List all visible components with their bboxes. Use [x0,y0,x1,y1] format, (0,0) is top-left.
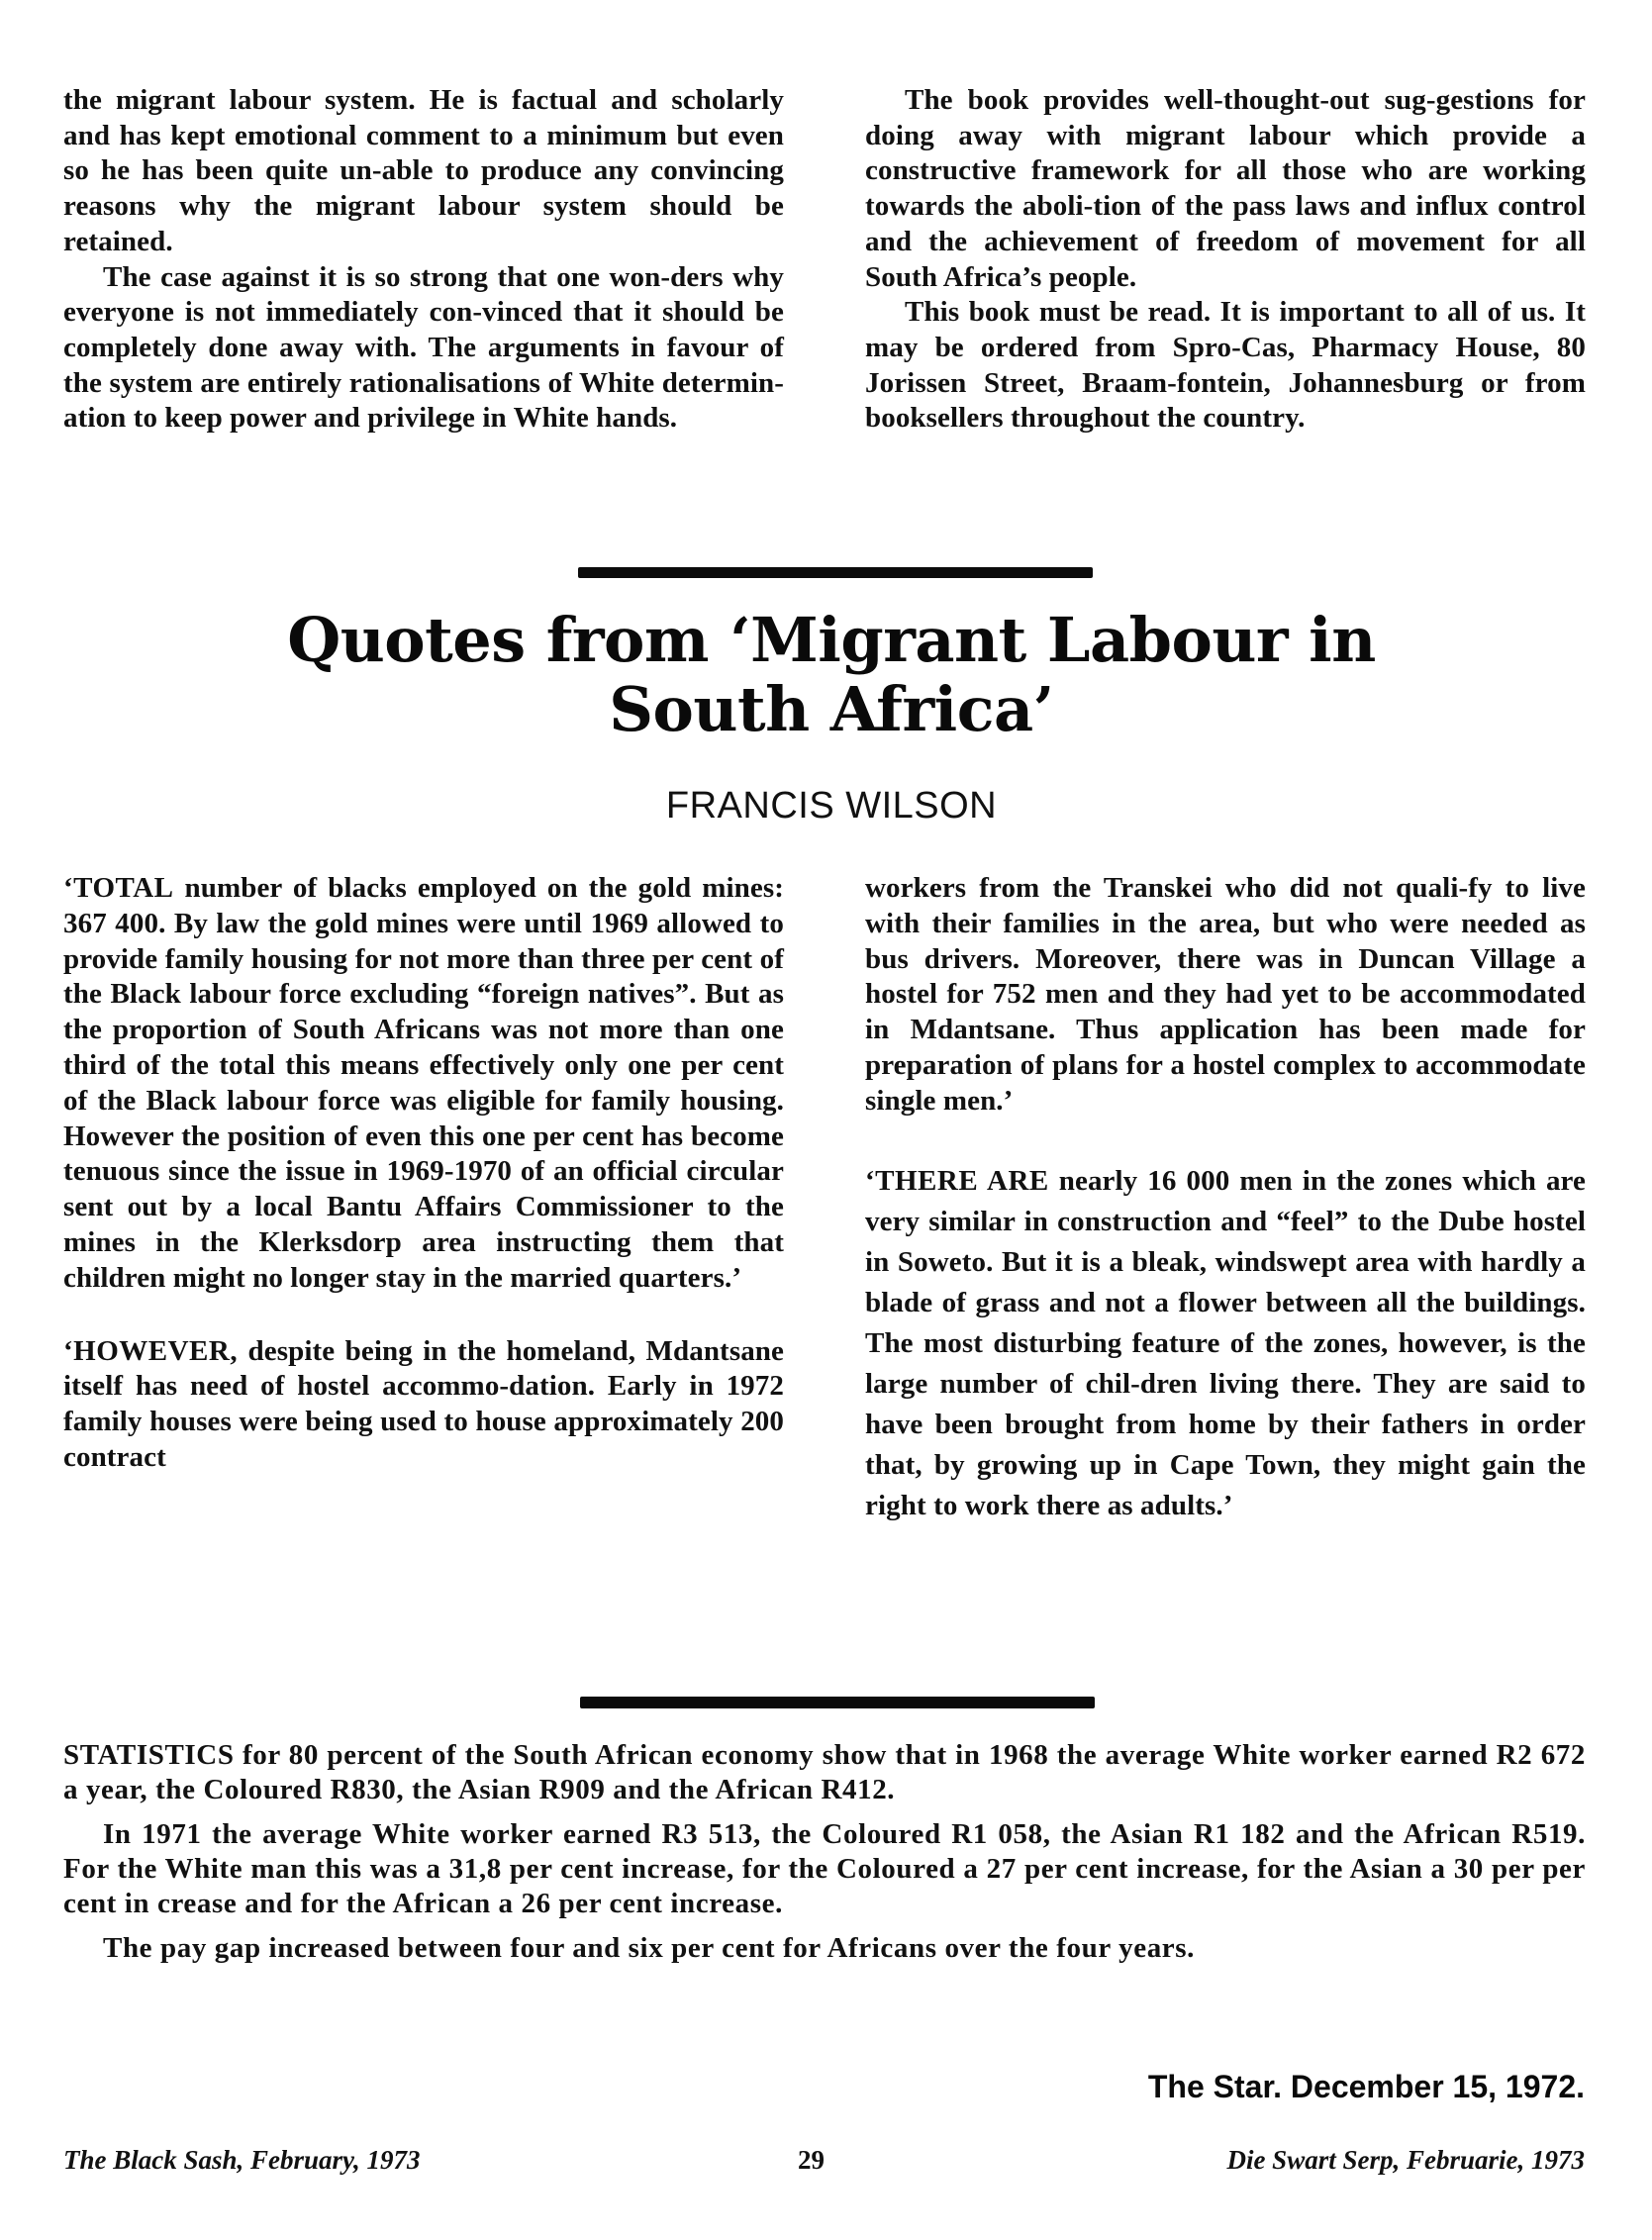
page-number: 29 [798,2145,825,2175]
quote-lead: ‘THERE ARE [865,1164,1049,1197]
quote-total-blacks-employed [63,871,784,1297]
paragraph-spacer [63,1921,1586,1931]
footer-publication-english: The Black Sash, February, 1973 [63,2145,421,2175]
review-paragraph: This book must be read. It is important to all of us. It may be ordered from Spro-Cas, Pharmacy House, 80 Jorissen Street, Braam-fontein, Johannesburg or from booksellers throughout the country. [865,296,1586,435]
article-title-line-1: Quotes from ‘Migrant Labour in [287,604,1376,676]
paragraph-spacer [63,1807,1586,1817]
quote-body: number of blacks employed on the gold mines: 367 400. By law the gold mines were until 1969 allowed to provide family housing for not more than three per cent of the Black labour force excluding “foreign natives”. But as the proportion of South Africans was not more than one third of the total this means effectively only one per cent of the Black labour force was eligible for family housing. However the position of even this one per cent has become tenuous since the issue in 1969-1970 of an official circular sent out by a local Bantu Affairs Commissioner to the mines in the Klerksdorp area instructing them that children might no longer stay in the married quarters.’ [63,872,784,1294]
footer-publication-afrikaans: Die Swart Serp, Februarie, 1973 [1226,2145,1585,2175]
article-title-line-2: South Africa’ [609,673,1054,745]
statistics-paragraph-1971: In 1971 the average White worker earned R3 513, the Coloured R1 058, the Asian R1 182 and the African R519. For the White man this was a 31,8 per cent increase, for the Coloured a 27 per cent increase, for the Asian a 30 per per cent in crease and for the African a 26 per cent increase. [63,1818,1586,1919]
review-continuation-right-column [865,83,1586,437]
quote-lead: ‘TOTAL [63,872,174,904]
quote-zones-cape-town [865,1161,1586,1526]
statistics-section [63,1738,1586,1966]
statistics-paragraph-1968: STATISTICS for 80 percent of the South African economy show that in 1968 the average White worker earned R2 672 a year, the Coloured R830, the Asian R909 and the African R412. [63,1739,1586,1805]
statistics-paragraph-pay-gap: The pay gap increased between four and six per cent for Africans over the four years. [103,1932,1195,1964]
quote-lead: ‘HOWEVER, [63,1334,239,1367]
review-paragraph: The book provides well-thought-out sug-gestions for doing away with migrant labour which provide a constructive framework for all those who are working towards the aboli-tion of the pass laws and influx control and the achievement of freedom of movement for all South Africa’s people. [865,84,1586,293]
quote-body: nearly 16 000 men in the zones which are very similar in construction and “feel” to the Dube hostel in Soweto. But it is a bleak, windswept area with hardly a blade of grass and not a flower between all the buildings. The most disturbing feature of the zones, however, is the large number of chil-dren living there. They are said to have been brought from home by their fathers in order that, by growing up in Cape Town, they might gain the right to work there as adults.’ [865,1164,1586,1521]
quotes-right-column [865,871,1586,1526]
section-divider-rule [578,567,1093,578]
review-paragraph: The case against it is so strong that one won-ders why everyone is not immediately con-vinced that it should be completely done away with. The arguments in favour of the system are entirely rationalisations of White determin-ation to keep power and privilege in White hands. [63,260,784,435]
article-title [139,606,1524,744]
statistics-source-citation: The Star. December 15, 1972. [1147,2069,1585,2104]
paragraph-spacer [63,1297,784,1334]
review-paragraph: the migrant labour system. He is factual and scholarly and has kept emotional comment to a minimum but even so he has been quite un-able to produce any convincing reasons why the migrant labour system should be retained. [63,84,784,257]
quote-mdantsane-hostel [63,1334,784,1476]
quote-body: despite being in the homeland, Mdantsane itself has need of hostel accommo-dation. Early in 1972 family houses were being used to house approximately 200 contract [63,1334,784,1473]
review-continuation-left-column [63,83,784,437]
article-author: FRANCIS WILSON [665,785,998,827]
quotes-left-column [63,871,784,1476]
quote-mdantsane-hostel-continued: workers from the Transkei who did not quali-fy to live with their families in the area, but who were needed as bus drivers. Moreover, there was in Duncan Village a hostel for 752 men and they had yet to be accommodated in Mdantsane. Thus application has been made for preparation of plans for a hostel complex to accommodate single men.’ [865,872,1586,1117]
paragraph-spacer [865,1120,1586,1161]
section-divider-rule [580,1697,1095,1708]
